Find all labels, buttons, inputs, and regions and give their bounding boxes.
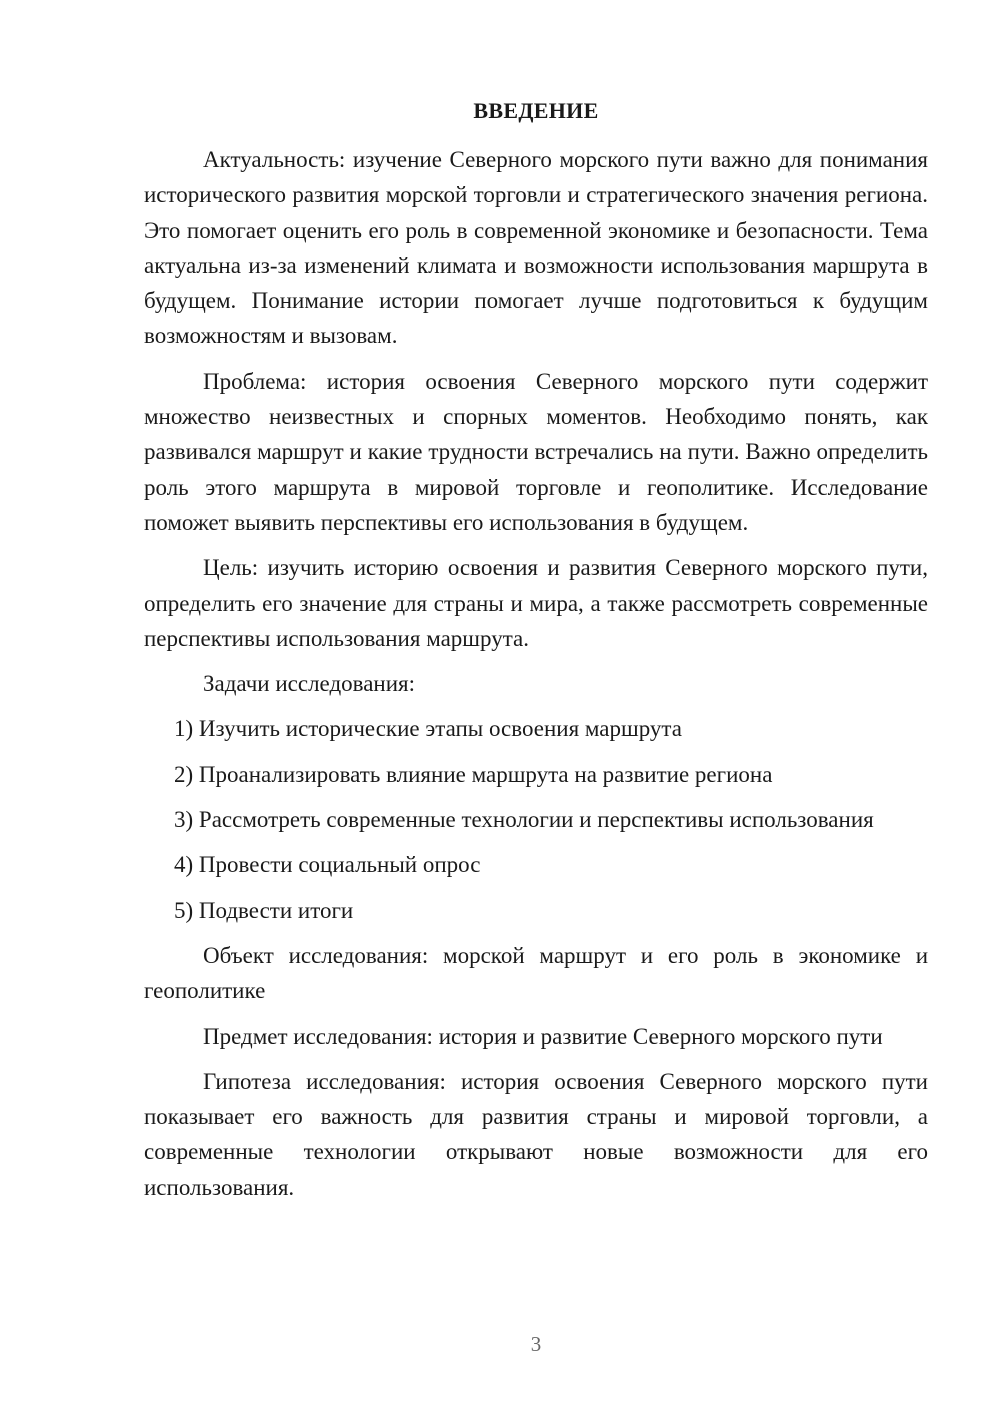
paragraph-object: Объект исследования: морской маршрут и его роль в экономике и геополитике [144, 942, 928, 1004]
list-item: 2) Проанализировать влияние маршрута на развитие региона [174, 761, 773, 787]
section-title: ВВЕДЕНИЕ [473, 98, 599, 123]
document-body [144, 142, 928, 1215]
list-item: 4) Провести социальный опрос [174, 852, 481, 878]
tasks-list [144, 711, 928, 927]
paragraph-relevance: Актуальность: изучение Северного морского пути важно для понимания исторического развития морской торговли и стратегического значения региона. Это помогает оценить его роль в современной экономике и безопасности. Тема актуальна из-за изменений климата и возможности использования маршрута в будущем. Понимание истории помогает лучше подготовиться к будущим возможностям и вызовам. [144, 147, 928, 349]
paragraph-tasks-heading: Задачи исследования: [203, 671, 416, 697]
list-item: 5) Подвести итоги [174, 897, 354, 923]
paragraph-subject: Предмет исследования: история и развитие Северного морского пути [203, 1023, 883, 1049]
paragraph-hypothesis: Гипотеза исследования: история освоения Северного морского пути показывает его важность для развития страны и мировой торговли, а современные технологии открывают новые возможности для его использования. [144, 1068, 928, 1200]
list-item: 3) Рассмотреть современные технологии и перспективы использования [174, 807, 874, 833]
list-item: 1) Изучить исторические этапы освоения маршрута [174, 716, 682, 742]
paragraph-problem: Проблема: история освоения Северного морского пути содержит множество неизвестных и спорных моментов. Необходимо понять, как развивался маршрут и какие трудности встречались на пути. Важно определить роль этого маршрута в мировой торговле и геополитике. Исследование поможет выявить перспективы его использования в будущем. [144, 368, 928, 535]
paragraph-goal: Цель: изучить историю освоения и развития Северного морского пути, определить его значение для страны и мира, а также рассмотреть современные перспективы использования маршрута. [144, 555, 928, 651]
page-number: 3 [530, 1332, 542, 1356]
